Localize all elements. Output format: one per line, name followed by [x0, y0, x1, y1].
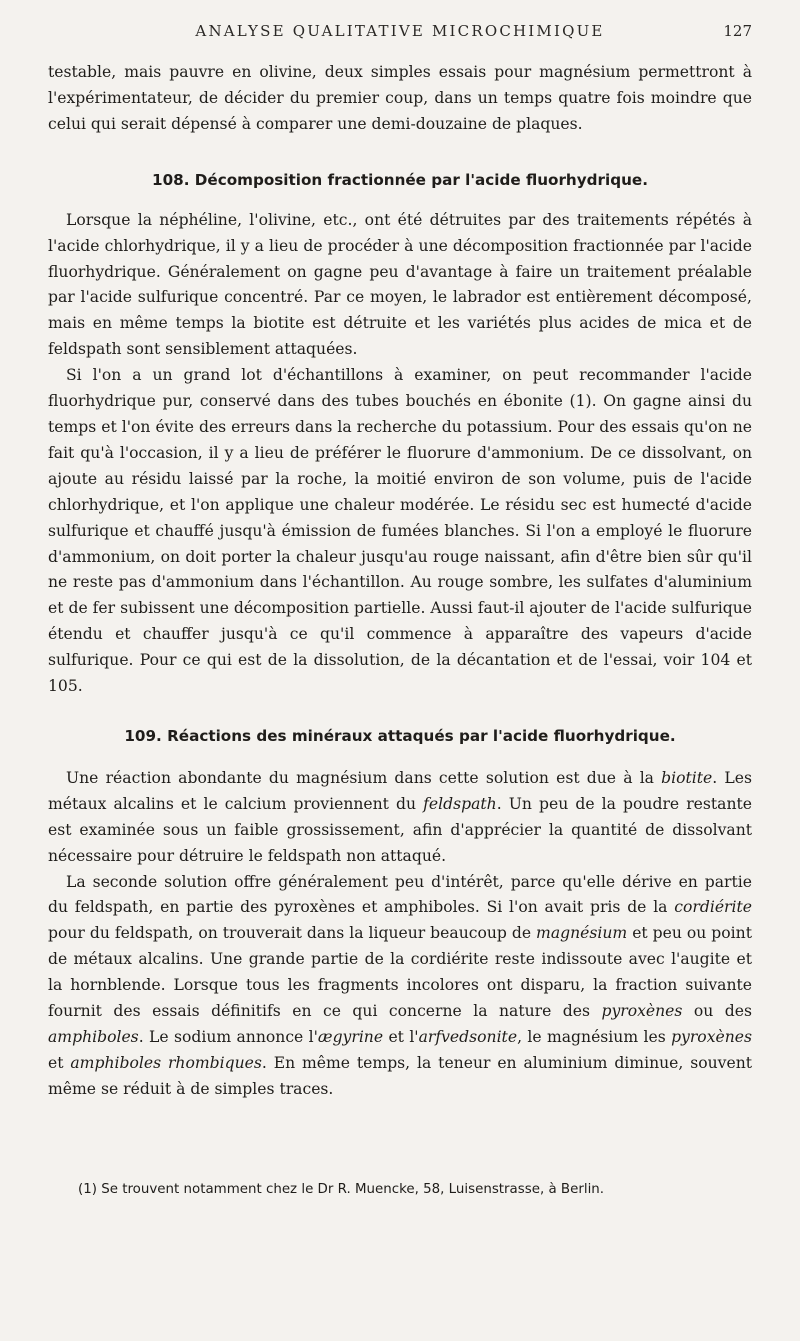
text-run: et: [48, 1053, 71, 1072]
text-run: et l': [383, 1028, 419, 1046]
footnote: (1) Se trouvent notamment chez le Dr R. Muencke, 58, Luisenstrasse, à Berlin.: [78, 1182, 605, 1197]
section-108-paragraph-1: Lorsque la néphéline, l'olivine, etc., ont été détruites par des traitements répétés à l'acide chlorhydrique, il y a lieu de procéder à une décomposition fractionnée par l'acide fluorhydrique. Généralement on gagne peu d'avantage à faire un traitement préalable par l'acide sulfurique concentré. Par ce moyen, le labrador est entièrement décomposé, mais en même temps la biotite est détruite et les variétés plus acides de mica et de feldspath sont sensiblement attaquées.: [48, 210, 752, 359]
section-109-paragraph-2: [48, 870, 752, 1103]
section-108-paragraph-2: Si l'on a un grand lot d'échantillons à examiner, on peut recommander l'acide fluorhydrique pur, conservé dans des tubes bouchés en ébonite (1). On gagne ainsi du temps et l'on évite des erreurs dans la recherche du potassium. Pour des essais qu'on ne fait qu'à l'occasion, il y a lieu de préférer le fluorure d'ammonium. De ce dissolvant, on ajoute au résidu laissé par la roche, la moitié environ de son volume, puis de l'acide chlorhydrique, et l'on applique une chaleur modérée. Le résidu sec est humecté d'acide sulfurique et chauffé jusqu'à émission de fumées blanches. Si l'on a employé le fluorure d'ammonium, on doit porter la chaleur jusqu'au rouge naissant, afin d'être bien sûr qu'il ne reste pas d'ammonium dans l'échantillon. Au rouge sombre, les sulfates d'aluminium et de fer subissent une décomposition partielle. Aussi faut-il ajouter de l'acide sulfurique étendu et chauffer jusqu'à ce qu'il commence à apparaître des vapeurs d'acide sulfurique. Pour ce qui est de la dissolution, de la décantation et de l'essai, voir 104 et 105.: [48, 366, 752, 696]
text-run: et peu ou point de métaux alcalins. Une grande partie de la cordiérite reste indissoute avec l'augite et la hornblende. Lorsque tous les fragments incolores ont disparu, la fraction suivante fournit des essais définitifs en ce qui concerne la nature des: [48, 924, 752, 1021]
text-run: . Un peu de la poudre restante est examinée sous un faible grossissement, afin d'apprécier la quantité de dissolvant nécessaire pour détruire le feldspath non attaqué.: [48, 794, 752, 865]
italic-term: pyroxènes: [601, 1002, 683, 1021]
running-head: [48, 22, 752, 44]
page-number: 127: [723, 22, 752, 40]
text-run: La seconde solution offre généralement peu d'intérêt, parce qu'elle dérive en partie du feldspath, en partie des pyroxènes et amphiboles. Si l'on avait pris de la: [48, 872, 752, 917]
italic-term: arfvedsonite: [418, 1028, 518, 1046]
italic-term: feldspath: [423, 794, 497, 813]
italic-term: magnésium: [536, 924, 628, 943]
running-title: ANALYSE QUALITATIVE MICROCHIMIQUE: [195, 22, 605, 40]
italic-term: biotite: [661, 768, 713, 787]
page-content: [48, 60, 752, 1103]
intro-paragraph: testable, mais pauvre en olivine, deux simples essais pour magnésium permettront à l'expérimentateur, de décider du premier coup, dans un temps quatre fois moindre que celui qui serait dépensé à comparer une demi-douzaine de plaques.: [48, 63, 752, 133]
text-run: , le magnésium les: [517, 1028, 672, 1046]
text-run: . Le sodium annonce l': [138, 1028, 318, 1046]
italic-term: amphiboles rhombiques: [70, 1053, 262, 1072]
italic-term: amphiboles: [48, 1028, 139, 1046]
text-run: ou des: [682, 1002, 752, 1021]
text-run: . En même temps, la teneur en aluminium diminue, souvent même se réduit à de simples traces.: [48, 1053, 753, 1098]
text-run: . Les métaux alcalins et le calcium proviennent du: [48, 768, 752, 813]
italic-term: cordiérite: [674, 898, 752, 917]
text-run: pour du feldspath, on trouverait dans la liqueur beaucoup de: [48, 924, 537, 943]
text-run: Une réaction abondante du magnésium dans cette solution est due à la: [66, 768, 662, 787]
italic-term: ægyrine: [317, 1028, 384, 1046]
section-109-heading: 109. Réactions des minéraux attaqués par l'acide fluorhydrique.: [124, 726, 676, 745]
section-109-paragraph-1: [48, 766, 752, 870]
italic-term: pyroxènes: [671, 1028, 752, 1046]
section-108-heading: 108. Décomposition fractionnée par l'acide fluorhydrique.: [152, 170, 648, 189]
